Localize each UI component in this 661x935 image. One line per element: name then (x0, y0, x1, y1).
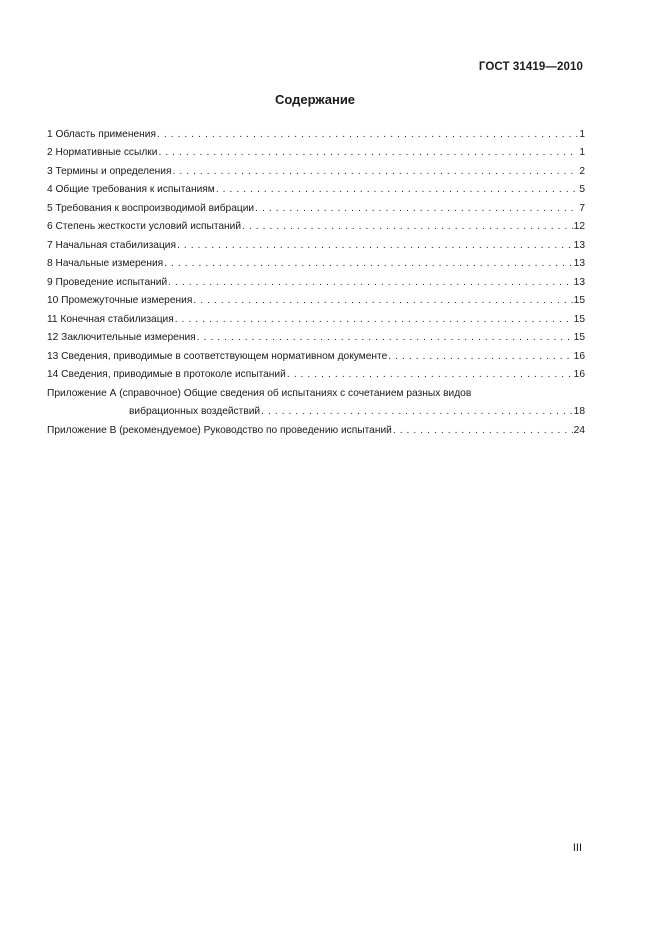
toc-leader-dots (287, 368, 573, 381)
toc-entry-label: 2 Нормативные ссылки (47, 147, 158, 158)
toc-entry[interactable] (47, 270, 585, 289)
toc-entry-label: 11 Конечная стабилизация (47, 313, 174, 325)
toc-entry-page: 16 (573, 350, 585, 362)
toc-leader-dots (261, 405, 573, 418)
toc-entry-label: 6 Степень жесткости условий испытаний (47, 221, 242, 232)
toc-leader-dots (175, 313, 573, 326)
toc-entry[interactable] (47, 233, 585, 252)
toc-entry-page: 18 (573, 406, 585, 417)
toc-appendix-a[interactable] (47, 381, 585, 418)
toc-leader-dots (158, 146, 578, 159)
toc-leader-dots (242, 220, 573, 233)
toc-appendix-b-title: Приложение В (рекомендуемое) Руководство по проведению испытаний (47, 424, 392, 436)
page-number: III (572, 842, 582, 854)
toc-title: Содержание (274, 92, 356, 107)
toc-leader-dots (393, 424, 573, 437)
toc-entry[interactable] (47, 344, 585, 363)
toc-entry-page: 24 (573, 424, 585, 436)
toc-appendix-a-line1-row (47, 381, 585, 400)
toc-entry-page: 1 (579, 128, 585, 140)
toc-entry[interactable] (47, 196, 585, 215)
toc-entry-page: 13 (573, 258, 585, 269)
toc-leader-dots (168, 276, 572, 289)
toc-appendix-a-title: Приложение А (справочное) Общие сведения об испытаниях с сочетанием разных видов (47, 387, 472, 399)
toc-entry-page: 15 (573, 332, 585, 343)
toc-entry-page: 1 (579, 147, 585, 158)
toc-leader-dots (197, 331, 573, 344)
toc-leader-dots (157, 128, 578, 141)
toc-entry[interactable] (47, 215, 585, 234)
toc-entry-page: 13 (573, 276, 585, 288)
toc-entry-label: 3 Термины и определения (47, 165, 172, 177)
document-code: ГОСТ 31419—2010 (478, 61, 583, 73)
toc-entry[interactable] (47, 122, 585, 141)
toc-entry[interactable] (47, 289, 585, 308)
toc-appendix-a-subtitle: вибрационных воздействий (129, 406, 261, 417)
toc-entry[interactable] (47, 141, 585, 160)
toc-leader-dots (255, 202, 578, 215)
toc-entry-label: 5 Требования к воспроизводимой вибрации (47, 202, 255, 214)
toc-entry[interactable] (47, 159, 585, 178)
toc-entry-label: 1 Область применения (47, 128, 156, 140)
toc-entry[interactable] (47, 326, 585, 345)
toc-entry-label: 12 Заключительные измерения (47, 332, 196, 343)
toc-appendix-b[interactable] (47, 418, 585, 437)
toc-leader-dots (193, 294, 572, 307)
toc-entry-label: 4 Общие требования к испытаниям (47, 184, 215, 195)
toc-appendix-a-line2-row (47, 400, 585, 419)
toc-leader-dots (164, 257, 572, 270)
toc-entry-page: 7 (579, 202, 585, 214)
toc-entry[interactable] (47, 178, 585, 197)
toc-entry-page: 16 (573, 369, 585, 380)
toc-entry[interactable] (47, 307, 585, 326)
toc-entry-page: 5 (579, 184, 585, 195)
toc-entry-page: 15 (573, 295, 585, 306)
toc-entry-label: 7 Начальная стабилизация (47, 239, 177, 251)
toc-entry-label: 14 Сведения, приводимые в протоколе испытаний (47, 369, 286, 380)
toc-entry-label: 9 Проведение испытаний (47, 276, 168, 288)
toc-entry-label: 13 Сведения, приводимые в соответствующем нормативном документе (47, 350, 388, 362)
toc-entry[interactable] (47, 363, 585, 382)
toc-leader-dots (388, 350, 572, 363)
toc-entry-page: 12 (573, 221, 585, 232)
toc-entry[interactable] (47, 252, 585, 271)
toc-entry-label: 10 Промежуточные измерения (47, 295, 193, 306)
toc-entry-page: 2 (579, 165, 585, 177)
toc-leader-dots (172, 165, 578, 178)
toc-entry-page: 13 (573, 239, 585, 251)
toc-leader-dots (216, 183, 579, 196)
toc-entry-page: 15 (573, 313, 585, 325)
toc-leader-dots (177, 239, 573, 252)
table-of-contents (47, 122, 585, 437)
toc-entry-label: 8 Начальные измерения (47, 258, 164, 269)
